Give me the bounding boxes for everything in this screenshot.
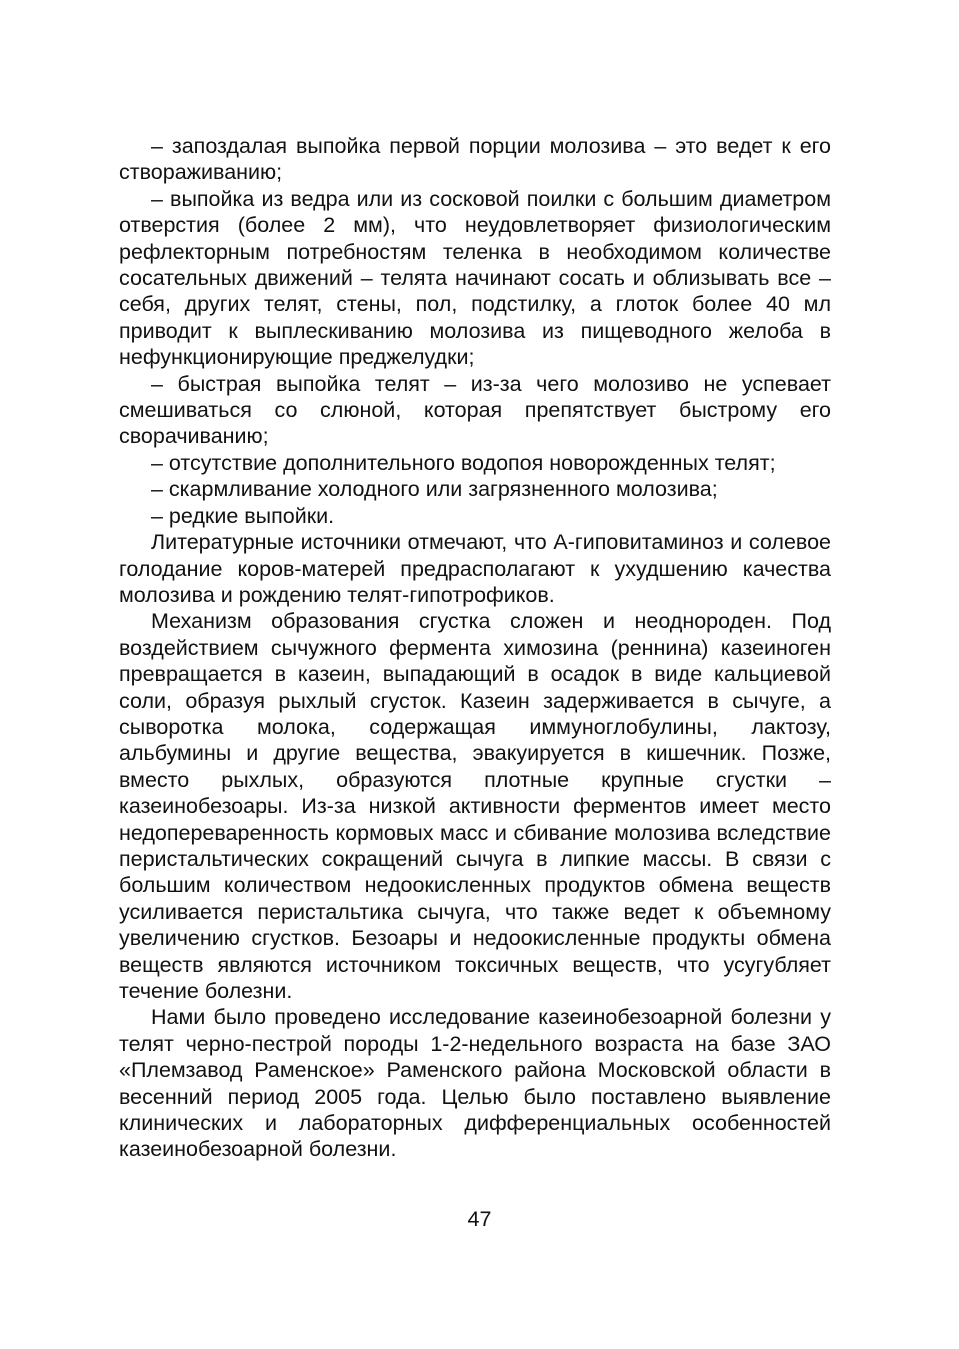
paragraph-mechanism: Механизм образования сгустка сложен и неоднороден. Под воздействием сычужного фермента химозина (реннина) казеиноген превращается в казеин, выпадающий в осадок в виде кальциевой соли, образуя рыхлый сгусток. Казеин задерживается в сычуге, а сыворотка молока, содержащая иммуноглобулины, лактозу, альбумины и другие вещества, эвакуируется в кишечник. Позже, вместо рыхлых, образуются плотные крупные сгустки – казеинобезоары. Из-за низкой активности ферментов имеет место недопереваренность кормовых масс и сбивание молозива вследствие перистальтических сокращений сычуга в липкие массы. В связи с большим количеством недоокисленных продуктов обмена веществ усиливается перистальтика сычуга, что также ведет к объемному увеличению сгустков. Безоары и недоокисленные продукты обмена веществ являются источником токсичных веществ, что усугубляет течение болезни. — [119, 609, 831, 1003]
list-item-no-water: – отсутствие дополнительного водопоя новорожденных телят; — [151, 450, 776, 475]
list-item-late-feeding: – запоздалая выпойка первой порции молозива – это ведет к его створаживанию; — [119, 134, 831, 185]
list-item-fast-feeding: – быстрая выпойка телят – из-за чего молозиво не успевает смешиваться со слюной, которая препятствует быстрому его сворачиванию; — [119, 371, 831, 449]
paragraph-literature: Литературные источники отмечают, что А-гиповитаминоз и солевое голодание коров-матерей предрасполагают к ухудшению качества молозива и рождению телят-гипотрофиков. — [119, 530, 831, 607]
body-text — [119, 133, 831, 1163]
list-item-cold-colostrum: – скармливание холодного или загрязненного молозива; — [151, 477, 718, 502]
page-number: 47 — [467, 1207, 492, 1231]
list-item-bucket-feeding: – выпойка из ведра или из сосковой поилки с большим диаметром отверстия (более 2 мм), что неудовлетворяет физиологическим рефлекторным потребностям теленка в необходимом количестве сосательных движений – телята начинают сосать и облизывать все – себя, других телят, стены, пол, подстилку, а глоток более 40 мл приводит к выплескиванию молозива из пищеводного желоба в нефункционирующие преджелудки; — [119, 186, 831, 370]
paragraph-research: Нами было проведено исследование казеинобезоарной болезни у телят черно-пестрой породы 1-2-недельного возраста на базе ЗАО «Племзавод Раменское» Раменского района Московской области в весенний период 2005 года. Целью было поставлено выявление клинических и лабораторных дифференциальных особенностей казеинобезоарной болезни. — [119, 1005, 831, 1162]
list-item-rare-feeding: – редкие выпойки. — [151, 503, 335, 528]
